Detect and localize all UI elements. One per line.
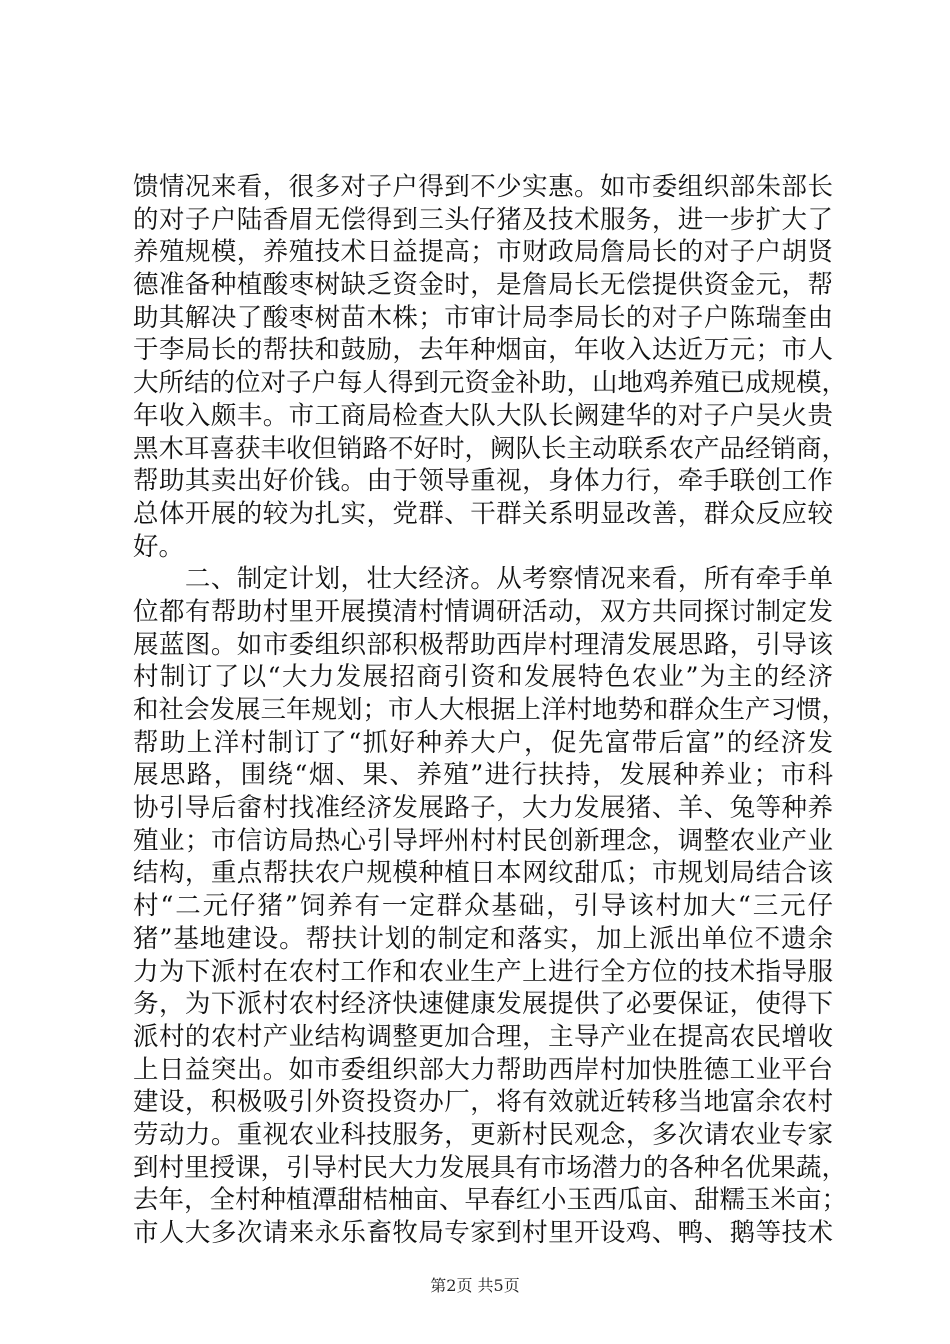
body-text-line: 德准备种植酸枣树缺乏资金时，是詹局长无偿提供资金元，帮: [133, 270, 833, 301]
body-text-line: 劳动力。重视农业科技服务，更新村民观念，多次请农业专家: [133, 1119, 833, 1150]
body-text-line: 馈情况来看，很多对子户得到不少实惠。如市委组织部朱部长: [133, 172, 833, 202]
body-text-line: 结构，重点帮扶农户规模种植日本网纹甜瓜；市规划局结合该: [133, 858, 833, 889]
body-text-line: 年收入颇丰。市工商局检查大队大队长阙建华的对子户吴火贵: [133, 400, 833, 431]
body-text-line: 猪”基地建设。帮扶计划的制定和落实，加上派出单位不遗余: [133, 923, 833, 954]
body-text-line: 帮助上洋村制订了“抓好种养大户，促先富带后富”的经济发: [133, 727, 833, 758]
body-text-line: 力为下派村在农村工作和农业生产上进行全方位的技术指导服: [133, 956, 833, 987]
body-text-line: 总体开展的较为扎实，党群、干群关系明显改善，群众反应较: [133, 498, 833, 529]
document-body: [133, 171, 848, 1250]
body-text-line: 上日益突出。如市委组织部大力帮助西岸村加快胜德工业平台: [133, 1054, 833, 1085]
body-text-line: 建设，积极吸引外资投资办厂，将有效就近转移当地富余农村: [133, 1087, 833, 1118]
body-text-line: 的对子户陆香眉无偿得到三头仔猪及技术服务，进一步扩大了: [133, 204, 833, 235]
body-text-line: 养殖规模，养殖技术日益提高；市财政局詹局长的对子户胡贤: [133, 237, 833, 268]
body-text-line: 帮助其卖出好价钱。由于领导重视，身体力行，牵手联创工作: [133, 466, 833, 497]
body-text-line: 派村的农村产业结构调整更加合理，主导产业在提高农民增收: [133, 1021, 833, 1052]
body-text-line: 到村里授课，引导村民大力发展具有市场潜力的各种名优果蔬，: [133, 1152, 848, 1183]
body-text-line: 村“二元仔猪”饲养有一定群众基础，引导该村加大“三元仔: [133, 891, 833, 922]
body-text-line: 村制订了以“大力发展招商引资和发展特色农业”为主的经济: [133, 662, 833, 693]
body-text-line: 殖业；市信访局热心引导坪州村村民创新理念，调整农业产业: [133, 825, 833, 856]
body-text-line: 协引导后畲村找准经济发展路子，大力发展猪、羊、兔等种养: [133, 793, 833, 824]
body-text-line: 于李局长的帮扶和鼓励，去年种烟亩，年收入达近万元；市人: [133, 335, 833, 366]
body-text-line: 市人大多次请来永乐畜牧局专家到村里开设鸡、鸭、鹅等技术: [133, 1218, 833, 1248]
body-text-line: 去年，全村种植潭甜桔柚亩、早春红小玉西瓜亩、甜糯玉米亩；: [133, 1185, 848, 1216]
body-text-line: 二、制定计划，壮大经济。从考察情况来看，所有牵手单: [133, 564, 833, 595]
page-footer: 第2页 共5页: [430, 1276, 520, 1295]
body-text-line: 务，为下派村农村经济快速健康发展提供了必要保证，使得下: [133, 989, 833, 1020]
body-text-line: 展蓝图。如市委组织部积极帮助西岸村理清发展思路，引导该: [133, 629, 833, 660]
body-text-line: 大所结的位对子户每人得到元资金补助，山地鸡养殖已成规模，: [133, 368, 848, 399]
body-text-line: 好。: [133, 531, 185, 562]
body-text-line: 展思路，围绕“烟、果、养殖”进行扶持，发展种养业；市科: [133, 760, 833, 791]
body-text-line: 和社会发展三年规划；市人大根据上洋村地势和群众生产习惯，: [133, 695, 848, 725]
body-text-line: 黑木耳喜获丰收但销路不好时，阙队长主动联系农产品经销商，: [133, 433, 848, 464]
body-text-line: 位都有帮助村里开展摸清村情调研活动，双方共同探讨制定发: [133, 596, 833, 627]
body-text-line: 助其解决了酸枣树苗木株；市审计局李局长的对子户陈瑞奎由: [133, 302, 833, 333]
